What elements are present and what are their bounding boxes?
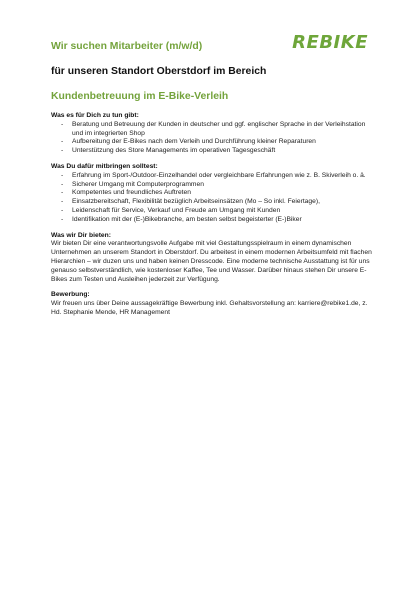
dash-bullet: - [61, 180, 64, 188]
list-item [51, 138, 373, 147]
requirements-section-title: Was Du dafür mitbringen solltest: [51, 162, 158, 170]
dash-bullet: - [61, 171, 64, 179]
list-item-text: Unterstützung des Store Managements im operativen Tagesgeschäft [72, 147, 276, 155]
list-item [51, 181, 373, 190]
list-item [51, 198, 373, 207]
list-item-text: Identifikation mit der (E-)Bikebranche, am besten selbst begeisterter (E-)Biker [72, 215, 302, 223]
application-section-title: Bewerbung: [51, 291, 90, 299]
dash-bullet: - [61, 215, 64, 223]
tasks-section-title: Was es für Dich zu tun gibt: [51, 112, 139, 119]
list-item [51, 172, 373, 181]
offer-section-title: Was wir Dir bieten: [51, 231, 111, 239]
list-item-text: Sicherer Umgang mit Computerprogrammen [72, 180, 204, 188]
position-title: Kundenbetreuung im E-Bike-Verleih [51, 91, 229, 102]
offer-text: Wir bieten Dir eine verantwortungsvolle Aufgabe mit viel Gestaltungsspielraum in einem dynamischen Unternehmen an unserem Standort in Oberstdorf. Du arbeitest in einem modernen Arbeitsumfeld mit flachen Hierarchien – wir duzen uns und haben keinen Dresscode. Eine moderne technische Ausstattung ist für uns genauso selbstverständlich, wie kostenloser Kaffee, Tee und Wasser. Darüber hinaus stehen Dir unsere E-Bikes zum Testen und Ausleihen jederzeit zur Verfügung. [51, 240, 372, 283]
list-item-text: Beratung und Betreuung der Kunden in deutscher und ggf. englischer Sprache in der Verleihstation und im integrierten Shop [72, 120, 366, 137]
dash-bullet: - [61, 120, 64, 128]
list-item-text: Aufbereitung der E-Bikes nach dem Verleih und Durchführung kleiner Reparaturen [72, 138, 316, 146]
requirements-list [51, 172, 373, 225]
list-item-text: Erfahrung im Sport-/Outdoor-Einzelhandel oder vergleichbare Erfahrungen wie z. B. Skiverleih o. ä. [72, 171, 366, 179]
dash-bullet: - [61, 206, 64, 214]
tasks-list [51, 121, 373, 156]
list-item [51, 207, 373, 216]
list-item [51, 189, 373, 198]
list-item [51, 216, 373, 225]
list-item [51, 147, 373, 156]
dash-bullet: - [61, 189, 64, 197]
application-text: Wir freuen uns über Deine aussagekräftige Bewerbung inkl. Gehaltsvorstellung an: karriere@rebike1.de, z. Hd. Stephanie Mende, HR Management [51, 300, 368, 316]
list-item-text: Kompetentes und freundliches Auftreten [72, 189, 191, 197]
job-posting-content [51, 40, 373, 318]
dash-bullet: - [61, 147, 64, 155]
dash-bullet: - [61, 198, 64, 206]
dash-bullet: - [61, 138, 64, 146]
list-item-text: Einsatzbereitschaft, Flexibilität bezüglich Arbeitseinsätzen (Mo – So inkl. Feiertage), [72, 198, 320, 206]
list-item-text: Leidenschaft für Service, Verkauf und Freude am Umgang mit Kunden [72, 206, 281, 214]
list-item [51, 121, 373, 139]
rebike-logo: REBIKE [292, 32, 368, 53]
job-headline: Wir suchen Mitarbeiter (m/w/d) [51, 41, 203, 52]
location-subheadline: für unseren Standort Oberstdorf im Bereich [51, 66, 267, 77]
